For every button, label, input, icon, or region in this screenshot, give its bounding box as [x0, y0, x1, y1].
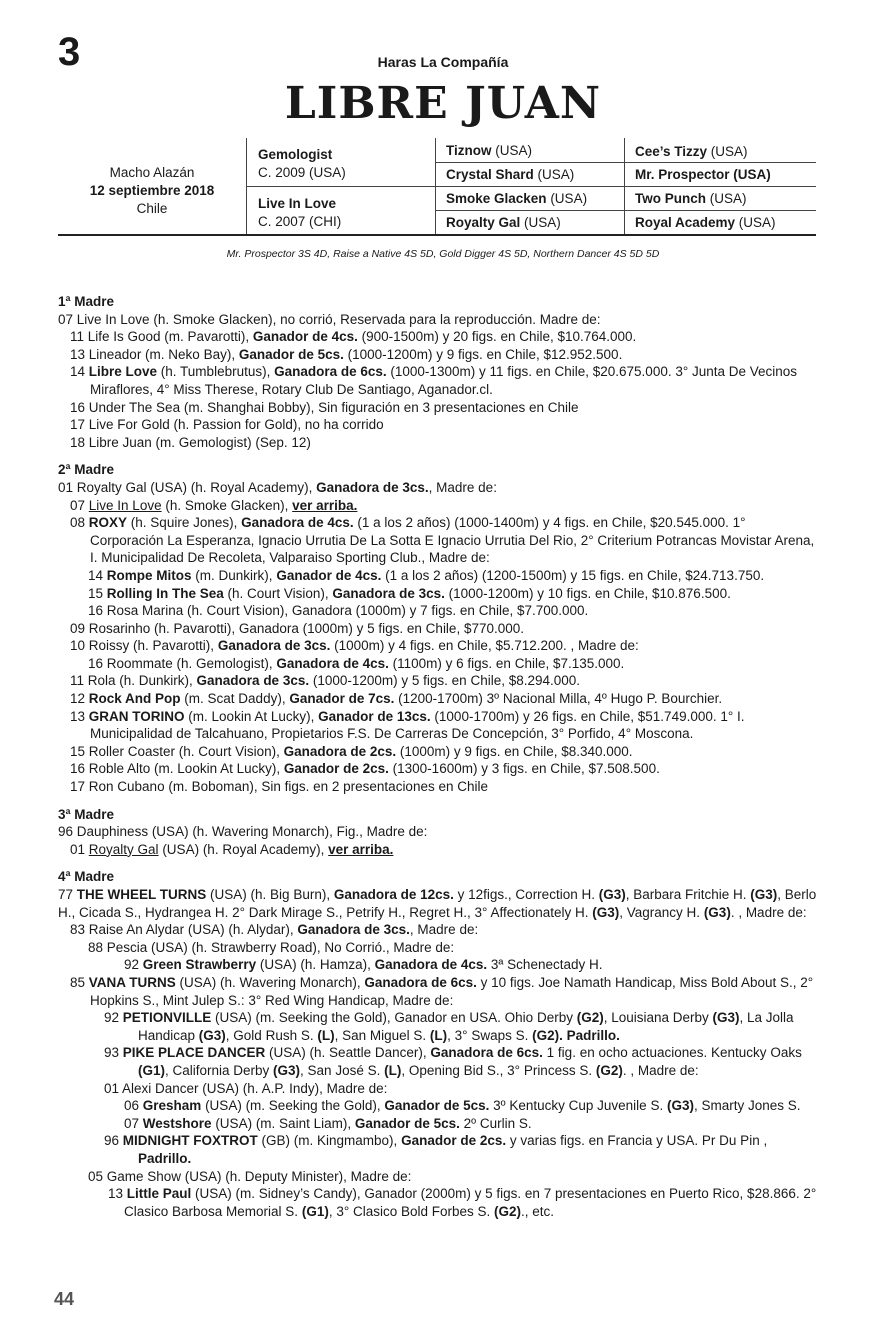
- section-heading: 2ª Madre: [58, 462, 115, 478]
- entry: 05 Game Show (USA) (h. Deputy Minister), Madre de:: [88, 1168, 412, 1184]
- entry: 14 Libre Love (h. Tumblebrutus), Ganadora de 6cs. (1000-1300m) y 11 figs. en Chile, $20.675.000. 3° Junta De Vecinos Miraflores, 4° Miss Therese, Rotary Club De Santiago, Aganador.cl.: [70, 364, 798, 397]
- entry: 13 GRAN TORINO (m. Lookin At Lucky), Ganador de 13cs. (1000-1700m) y 26 figs. en Chile, $51.749.000. 1° I. Municipalidad de Talcahuano, Propietarios F.S. De Carreras De Concepción, 3° Porfido, 4° Moscona.: [70, 708, 745, 742]
- great-grandparent: Royal Academy (USA): [635, 215, 776, 230]
- entry: 14 Rompe Mitos (m. Dunkirk), Ganador de 4cs. (1 a los 2 años) (1200-1500m) y 15 figs. en Chile, $24.713.750.: [88, 567, 765, 583]
- grandparent: Crystal Shard (USA): [446, 167, 575, 182]
- dam-name: Live In Love: [258, 196, 337, 211]
- dam: [258, 195, 341, 231]
- entry: 92 Green Strawberry (USA) (h. Hamza), Ganadora de 4cs. 3ª Schenectady H.: [124, 957, 603, 973]
- birth-date: 12 septiembre 2018: [89, 183, 215, 198]
- entry: 01 Royalty Gal (USA) (h. Royal Academy), Ganadora de 3cs., Madre de:: [58, 479, 497, 495]
- section-heading: 1ª Madre: [58, 294, 115, 309]
- entry: 10 Roissy (h. Pavarotti), Ganadora de 3cs. (1000m) y 4 figs. en Chile, $5.712.200. , Madre de:: [70, 638, 639, 654]
- pedigree-table: [58, 138, 816, 236]
- great-grandparent: Mr. Prospector (USA): [635, 167, 771, 182]
- section-heading: 4ª Madre: [58, 869, 115, 885]
- entry: 85 VANA TURNS (USA) (h. Wavering Monarch), Ganadora de 6cs. y 10 figs. Joe Namath Handicap, Miss Bold About S., 2° Hopkins S., Mint Julep S.: 3° Red Wing Handicap, Madre de:: [70, 974, 814, 1008]
- grandparent: Smoke Glacken (USA): [446, 191, 588, 206]
- great-grandparent: Two Punch (USA): [635, 191, 747, 206]
- family-body: [58, 293, 818, 1220]
- entry: 01 Royalty Gal (USA) (h. Royal Academy), ver arriba.: [70, 841, 394, 857]
- entry: 17 Live For Gold (h. Passion for Gold), no ha corrido: [70, 417, 384, 433]
- entry: 17 Ron Cubano (m. Boboman), Sin figs. en 2 presentaciones en Chile: [70, 779, 488, 795]
- grandparent: Royalty Gal (USA): [446, 215, 561, 230]
- entry: 15 Roller Coaster (h. Court Vision), Ganadora de 2cs. (1000m) y 9 figs. en Chile, $8.340.000.: [70, 743, 633, 759]
- entry: 16 Roommate (h. Gemologist), Ganadora de 4cs. (1100m) y 6 figs. en Chile, $7.135.000.: [88, 655, 625, 671]
- grandparent: Tiznow (USA): [446, 143, 532, 158]
- sire-info: C. 2009 (USA): [258, 165, 346, 180]
- entry: 83 Raise An Alydar (USA) (h. Alydar), Ganadora de 3cs., Madre de:: [70, 922, 479, 938]
- entry: 11 Life Is Good (m. Pavarotti), Ganador de 4cs. (900-1500m) y 20 figs. en Chile, $10.764.000.: [70, 329, 637, 345]
- great-grandparent: Cee’s Tizzy (USA): [635, 144, 748, 159]
- lot-number: 3: [58, 30, 81, 74]
- entry: 16 Rosa Marina (h. Court Vision), Ganadora (1000m) y 7 figs. en Chile, $7.700.000.: [88, 603, 589, 619]
- entry: 08 ROXY (h. Squire Jones), Ganadora de 4cs. (1 a los 2 años) (1000-1400m) y 4 figs. en Chile, $20.545.000. 1° Corporación La Esperanza, Ignacio Urrutia De La Sotta E Ignacio Urrutia Del Rio, 2° Criterium Potrancas Movistar Arena, I. Municipalidad De Recoleta, Valparaiso Sporting Club., Madre de:: [70, 515, 815, 566]
- entry: 13 Little Paul (USA) (m. Sidney’s Candy), Ganador (2000m) y 5 figs. en 7 presentaciones en Puerto Rico, $28.866. 2° Clasico Barbosa Memorial S. (G1), 3° Clasico Bold Forbes S. (G2)., etc.: [108, 1186, 817, 1219]
- sex-color: Macho Alazán: [109, 165, 195, 180]
- entry: 16 Roble Alto (m. Lookin At Lucky), Ganador de 2cs. (1300-1600m) y 3 figs. en Chile, $7.508.500.: [70, 761, 660, 777]
- entry: 88 Pescia (USA) (h. Strawberry Road), No Corrió., Madre de:: [88, 939, 455, 955]
- entry: 09 Rosarinho (h. Pavarotti), Ganadora (1000m) y 5 figs. en Chile, $770.000.: [70, 620, 525, 636]
- entry: 07 Live In Love (h. Smoke Glacken), ver arriba.: [70, 497, 358, 513]
- sire: [258, 146, 346, 182]
- entry: 15 Rolling In The Sea (h. Court Vision), Ganadora de 3cs. (1000-1200m) y 10 figs. en Chile, $10.876.500.: [88, 585, 731, 601]
- dosage-line: Mr. Prospector 3S 4D, Raise a Native 4S 5D, Gold Digger 4S 5D, Northern Dancer 4S 5D 5D: [226, 248, 660, 260]
- section-heading: 3ª Madre: [58, 806, 115, 822]
- horse-info: [58, 164, 246, 218]
- entry: 11 Rola (h. Dunkirk), Ganadora de 3cs. (1000-1200m) y 5 figs. en Chile, $8.294.000.: [70, 673, 581, 689]
- entry: 96 Dauphiness (USA) (h. Wavering Monarch), Fig., Madre de:: [58, 824, 428, 840]
- entry: 18 Libre Juan (m. Gemologist) (Sep. 12): [70, 434, 311, 450]
- entry: 07 Live In Love (h. Smoke Glacken), no corrió, Reservada para la reproducción. Madre de:: [58, 311, 601, 327]
- country: Chile: [136, 201, 168, 216]
- entry: 92 PETIONVILLE (USA) (m. Seeking the Gold), Ganador en USA. Ohio Derby (G2), Louisiana Derby (G3), La Jolla Handicap (G3), Gold Rush S. (L), San Miguel S. (L), 3° Swaps S. (G2). Padrillo.: [104, 1010, 794, 1043]
- sire-name: Gemologist: [258, 147, 333, 162]
- horse-name: LIBRE JUAN: [284, 78, 602, 129]
- entry: 96 MIDNIGHT FOXTROT (GB) (m. Kingmambo), Ganador de 2cs. y varias figs. en Francia y USA. Pr Du Pin , Padrillo.: [104, 1133, 768, 1166]
- entry: 93 PIKE PLACE DANCER (USA) (h. Seattle Dancer), Ganadora de 6cs. 1 fig. en ocho actuaciones. Kentucky Oaks (G1), California Derby (G3), San José S. (L), Opening Bid S., 3° Princess S. (G2). , Madre de:: [104, 1045, 802, 1078]
- entry: 13 Lineador (m. Neko Bay), Ganador de 5cs. (1000-1200m) y 9 figs. en Chile, $12.952.500.: [70, 346, 623, 362]
- entry: 77 THE WHEEL TURNS (USA) (h. Big Burn), Ganadora de 12cs. y 12figs., Correction H. (G3), Barbara Fritchie H. (G3), Berlo H., Cicada S., Hydrangea H. 2° Dark Mirage S., Petrify H., Regret H., 3° Affectionately H. (G3), Vagrancy H. (G3). , Madre de:: [58, 887, 817, 920]
- entry: 12 Rock And Pop (m. Scat Daddy), Ganador de 7cs. (1200-1700m) 3º Nacional Milla, 4º Hugo P. Bourchier.: [70, 691, 723, 707]
- entry: 01 Alexi Dancer (USA) (h. A.P. Indy), Madre de:: [104, 1080, 388, 1096]
- farm-name: Haras La Compañía: [377, 54, 509, 70]
- page-number: 44: [54, 1289, 75, 1309]
- entry: 07 Westshore (USA) (m. Saint Liam), Ganador de 5cs. 2º Curlin S.: [124, 1115, 532, 1131]
- dam-info: C. 2007 (CHI): [258, 214, 342, 229]
- entry: 06 Gresham (USA) (m. Seeking the Gold), Ganador de 5cs. 3º Kentucky Cup Juvenile S. (G3), Smarty Jones S.: [124, 1098, 801, 1114]
- entry: 16 Under The Sea (m. Shanghai Bobby), Sin figuración en 3 presentaciones en Chile: [70, 399, 579, 415]
